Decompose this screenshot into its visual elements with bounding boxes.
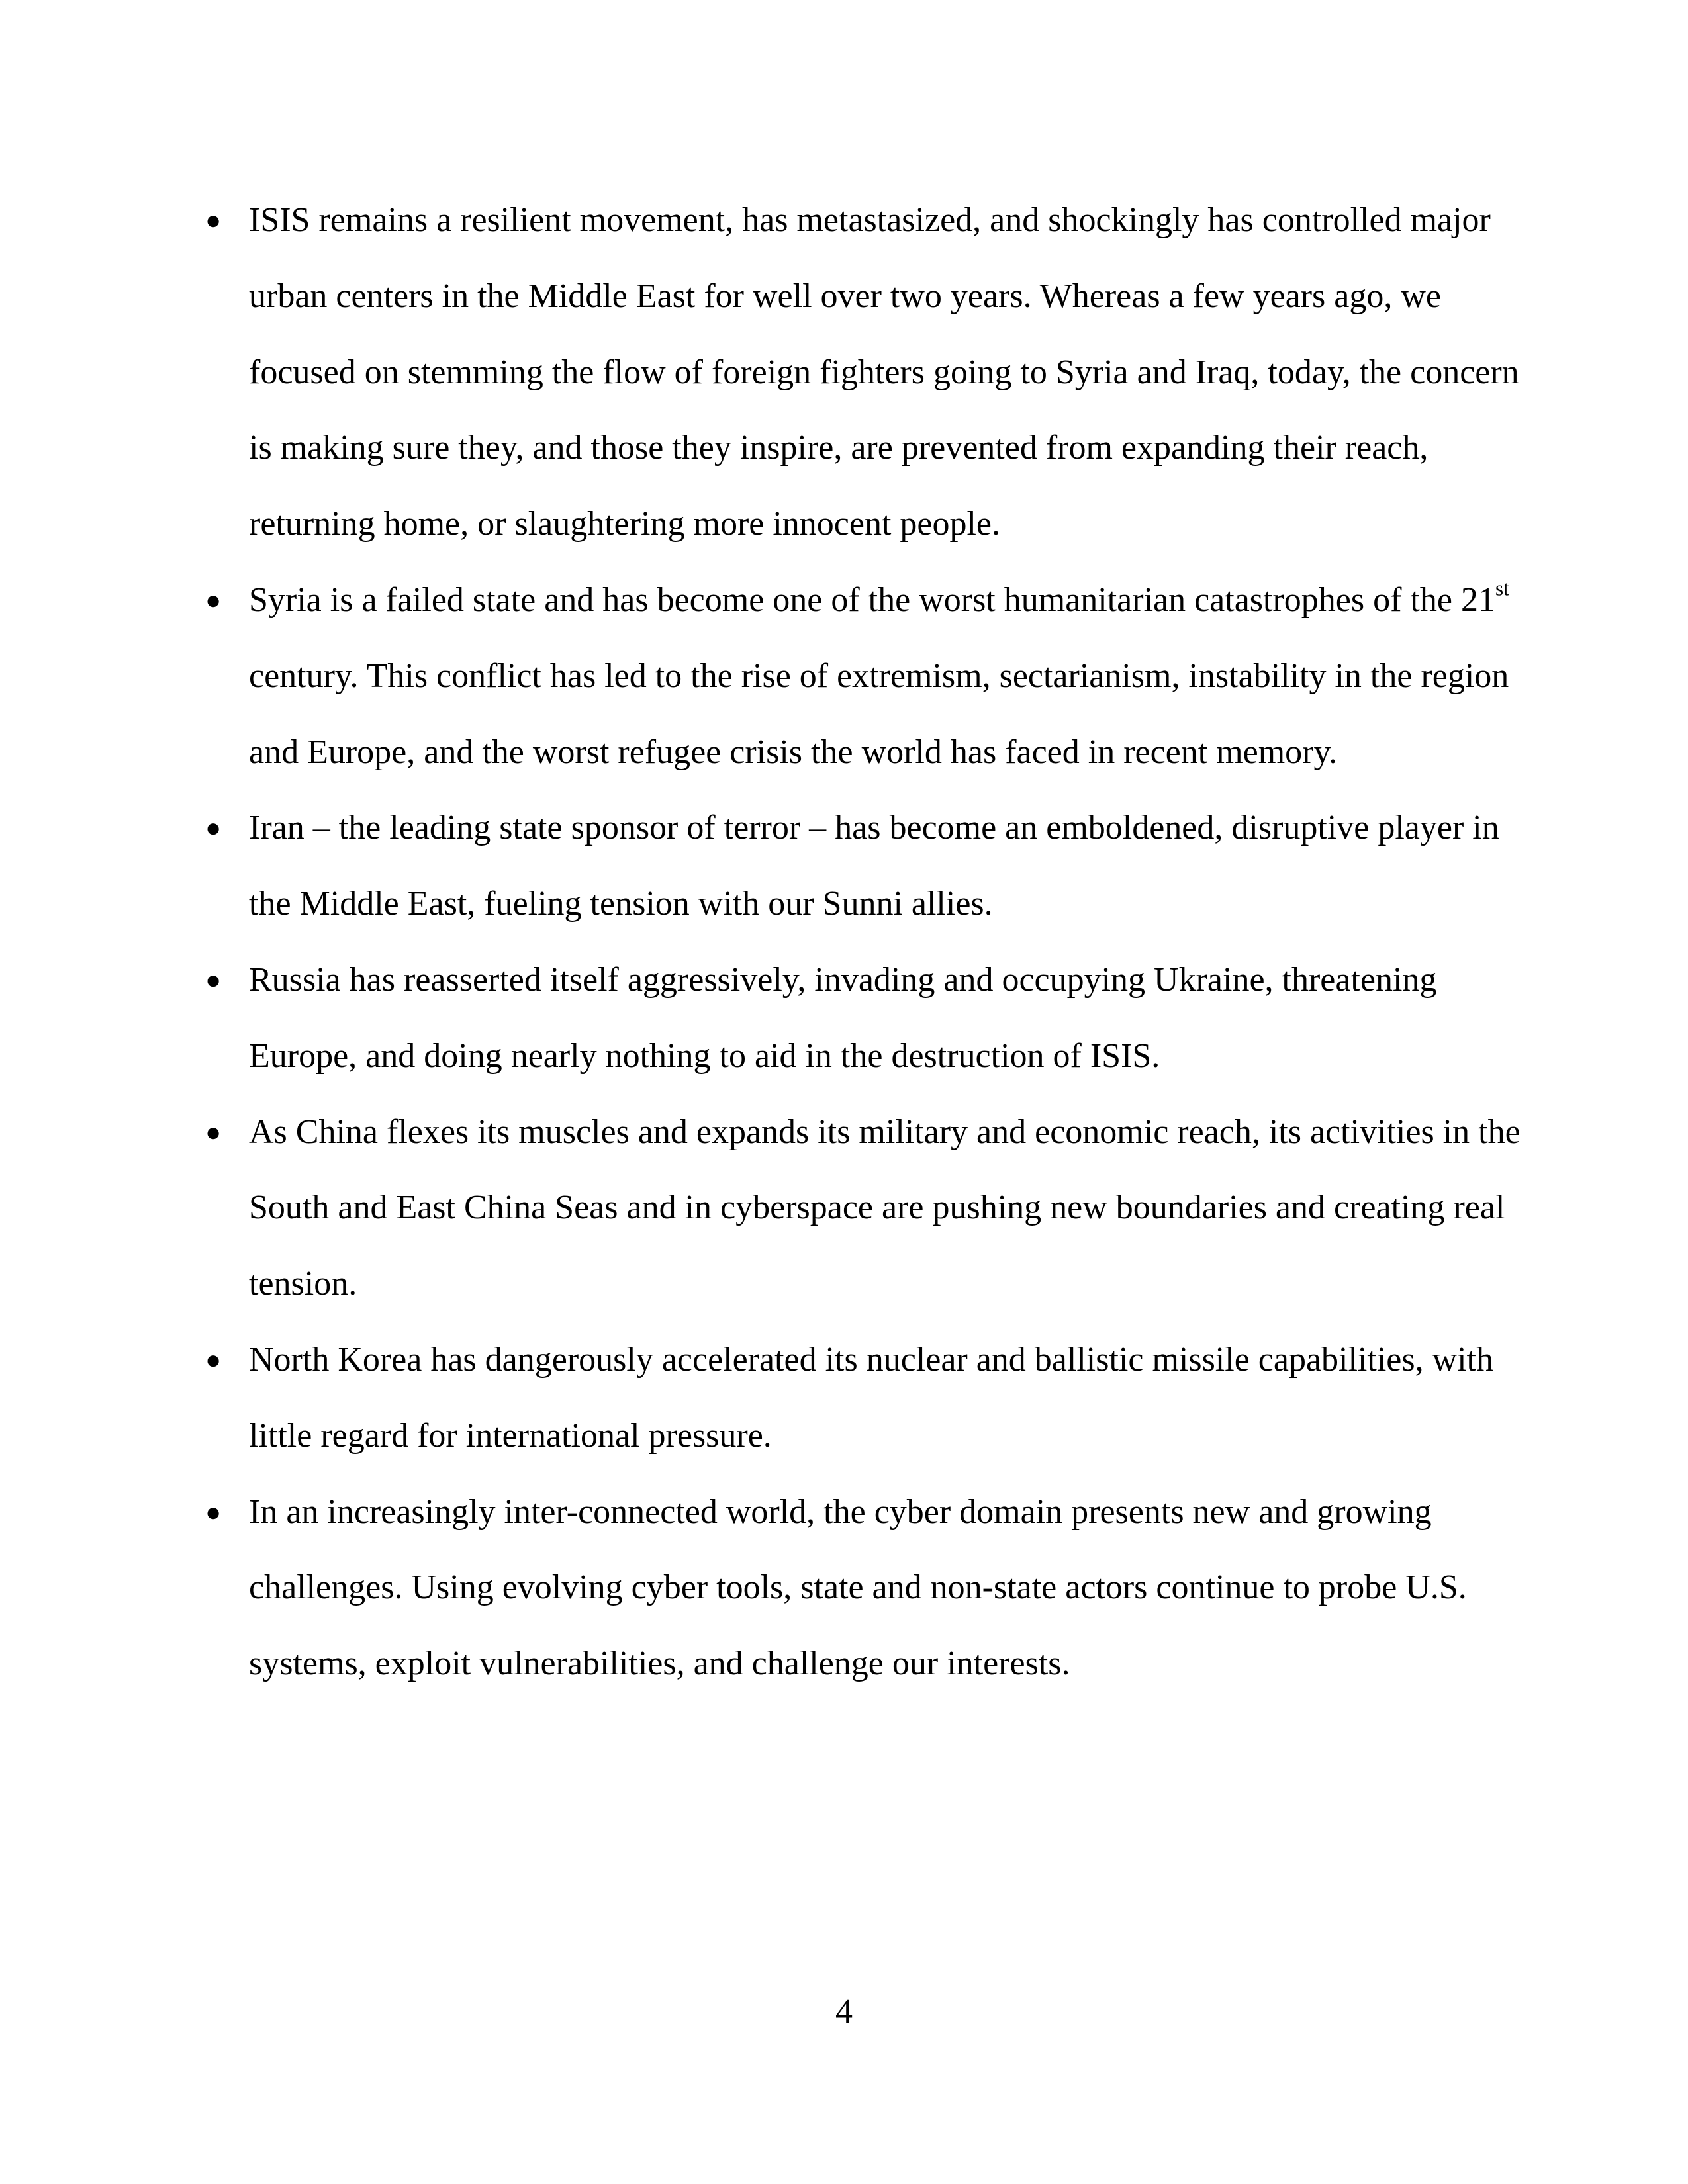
text-line: systems, exploit vulnerabilities, and challenge our interests.: [249, 1645, 1070, 1683]
page-number: 4: [835, 1993, 853, 2030]
bullet-icon: ●: [205, 205, 222, 235]
bullet-icon: ●: [205, 964, 222, 995]
text-line: As China flexes its muscles and expands its military and economic reach, its activities in the: [249, 1113, 1521, 1151]
bullet-item-china: [205, 1095, 1521, 1322]
text-line: and Europe, and the worst refugee crisis the world has faced in recent memory.: [249, 733, 1338, 771]
bullet-list: [205, 183, 1521, 1702]
text-line: Europe, and doing nearly nothing to aid in the destruction of ISIS.: [249, 1036, 1160, 1075]
text-line: returning home, or slaughtering more innocent people.: [249, 505, 1001, 543]
bullet-icon: ●: [205, 1344, 222, 1375]
bullet-item-isis: [205, 183, 1521, 563]
bullet-item-syria: [205, 563, 1521, 790]
text-line: challenges. Using evolving cyber tools, state and non-state actors continue to probe U.S.: [249, 1569, 1467, 1607]
bullet-item-north-korea: [205, 1322, 1521, 1475]
bullet-item-russia: [205, 942, 1521, 1095]
text-line: is making sure they, and those they inspire, are prevented from expanding their reach,: [249, 429, 1429, 467]
text-line: Russia has reasserted itself aggressively, invading and occupying Ukraine, threatening: [249, 960, 1437, 999]
bullet-icon: ●: [205, 1496, 222, 1527]
text-line: ISIS remains a resilient movement, has metastasized, and shockingly has controlled major: [249, 201, 1491, 239]
text-line: the Middle East, fueling tension with our Sunni allies.: [249, 885, 993, 923]
text-line: South and East China Seas and in cyberspace are pushing new boundaries and creating real: [249, 1189, 1505, 1227]
text-line: tension.: [249, 1265, 357, 1303]
bullet-icon: ●: [205, 584, 222, 615]
bullet-item-iran: [205, 790, 1521, 942]
bullet-icon: ●: [205, 813, 222, 843]
bullet-icon: ●: [205, 1116, 222, 1147]
text-line: focused on stemming the flow of foreign fighters going to Syria and Iraq, today, the concern: [249, 353, 1519, 391]
text-line: urban centers in the Middle East for well over two years. Whereas a few years ago, we: [249, 277, 1442, 315]
bullet-item-cyber: [205, 1475, 1521, 1702]
text-main: Syria is a failed state and has become one of the worst humanitarian catastrophes of the 21: [249, 580, 1495, 619]
text-line: North Korea has dangerously accelerated its nuclear and ballistic missile capabilities, with: [249, 1340, 1494, 1379]
text-line: little regard for international pressure.: [249, 1416, 772, 1455]
text-line: In an increasingly inter-connected world, the cyber domain presents new and growing: [249, 1492, 1432, 1531]
text-line: century. This conflict has led to the rise of extremism, sectarianism, instability in the region: [249, 657, 1509, 695]
text-line: Iran – the leading state sponsor of terror – has become an emboldened, disruptive player in: [249, 809, 1499, 847]
superscript: st: [1495, 576, 1509, 600]
text-line: [249, 563, 1521, 639]
